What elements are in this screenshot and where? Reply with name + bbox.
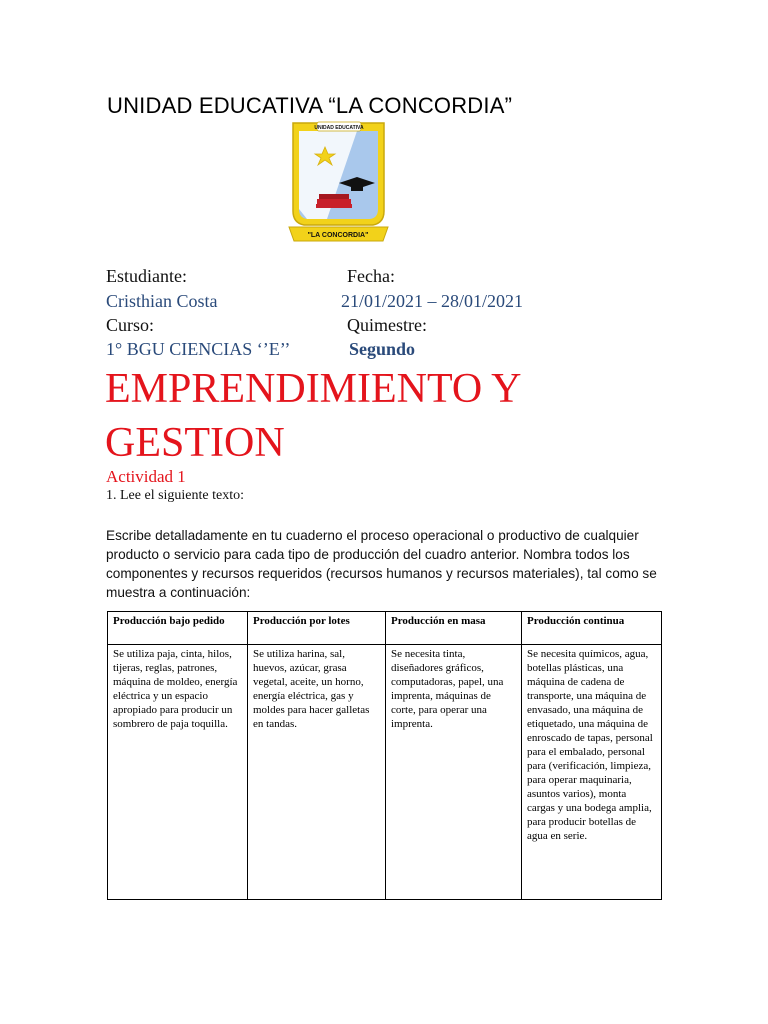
header-en-masa: Producción en masa bbox=[386, 612, 522, 645]
cell-bajo-pedido: Se utiliza paja, cinta, hilos, tijeras, reglas, patrones, máquina de moldeo, energía eléctrica y un espacio apropiado para producir un sombrero de paja toquilla. bbox=[108, 645, 248, 900]
school-logo bbox=[287, 119, 390, 244]
course-label: Curso: bbox=[106, 315, 155, 335]
table-row bbox=[108, 645, 662, 900]
activity-instruction: 1. Lee el siguiente texto: bbox=[106, 488, 245, 503]
course-value: 1° BGU CIENCIAS ‘’E’’ bbox=[106, 339, 291, 359]
cell-en-masa: Se necesita tinta, diseñadores gráficos, computadoras, papel, una imprenta, máquinas de corte, para operar una imprenta. bbox=[386, 645, 522, 900]
school-name: UNIDAD EDUCATIVA “LA CONCORDIA” bbox=[107, 93, 513, 118]
term-value: Segundo bbox=[349, 339, 416, 359]
header-bajo-pedido: Producción bajo pedido bbox=[108, 612, 248, 645]
table-header-row bbox=[108, 612, 662, 645]
logo-top-text: UNIDAD EDUCATIVA bbox=[314, 125, 364, 131]
logo-bottom-text: "LA CONCORDIA" bbox=[307, 232, 369, 239]
date-value: 21/01/2021 – 28/01/2021 bbox=[341, 291, 524, 311]
production-table bbox=[107, 611, 662, 900]
term-label: Quimestre: bbox=[347, 315, 427, 335]
header-por-lotes: Producción por lotes bbox=[248, 612, 386, 645]
book-icon bbox=[317, 199, 351, 204]
cell-por-lotes: Se utiliza harina, sal, huevos, azúcar, grasa vegetal, aceite, un horno, energía eléctrica, gas y moldes para hacer galletas en tandas. bbox=[248, 645, 386, 900]
subject-title: EMPRENDIMIENTO Y GESTION bbox=[105, 366, 520, 466]
activity-paragraph: Escribe detalladamente en tu cuaderno el proceso operacional o productivo de cualquier producto o servicio para cada tipo de producción del cuadro anterior. Nombra todos los componentes y recursos requeridos (recursos humanos y recursos materiales), tal como se muestra a continuación: bbox=[106, 528, 657, 600]
student-label: Estudiante: bbox=[106, 266, 187, 286]
cell-continua: Se necesita químicos, agua, botellas plásticas, una máquina de cadena de transporte, una máquina de envasado, una máquina de etiquetado, una máquina de enroscado de tapas, personal para el embalado, personal para (verificación, limpieza, para operar maquinaria, asuntos varios), monta cargas y una bodega amplia, para producir botellas de agua en serie. bbox=[522, 645, 662, 900]
header-continua: Producción continua bbox=[522, 612, 662, 645]
date-label: Fecha: bbox=[347, 266, 395, 286]
activity-title: Actividad 1 bbox=[106, 467, 186, 486]
student-value: Cristhian Costa bbox=[106, 291, 218, 311]
